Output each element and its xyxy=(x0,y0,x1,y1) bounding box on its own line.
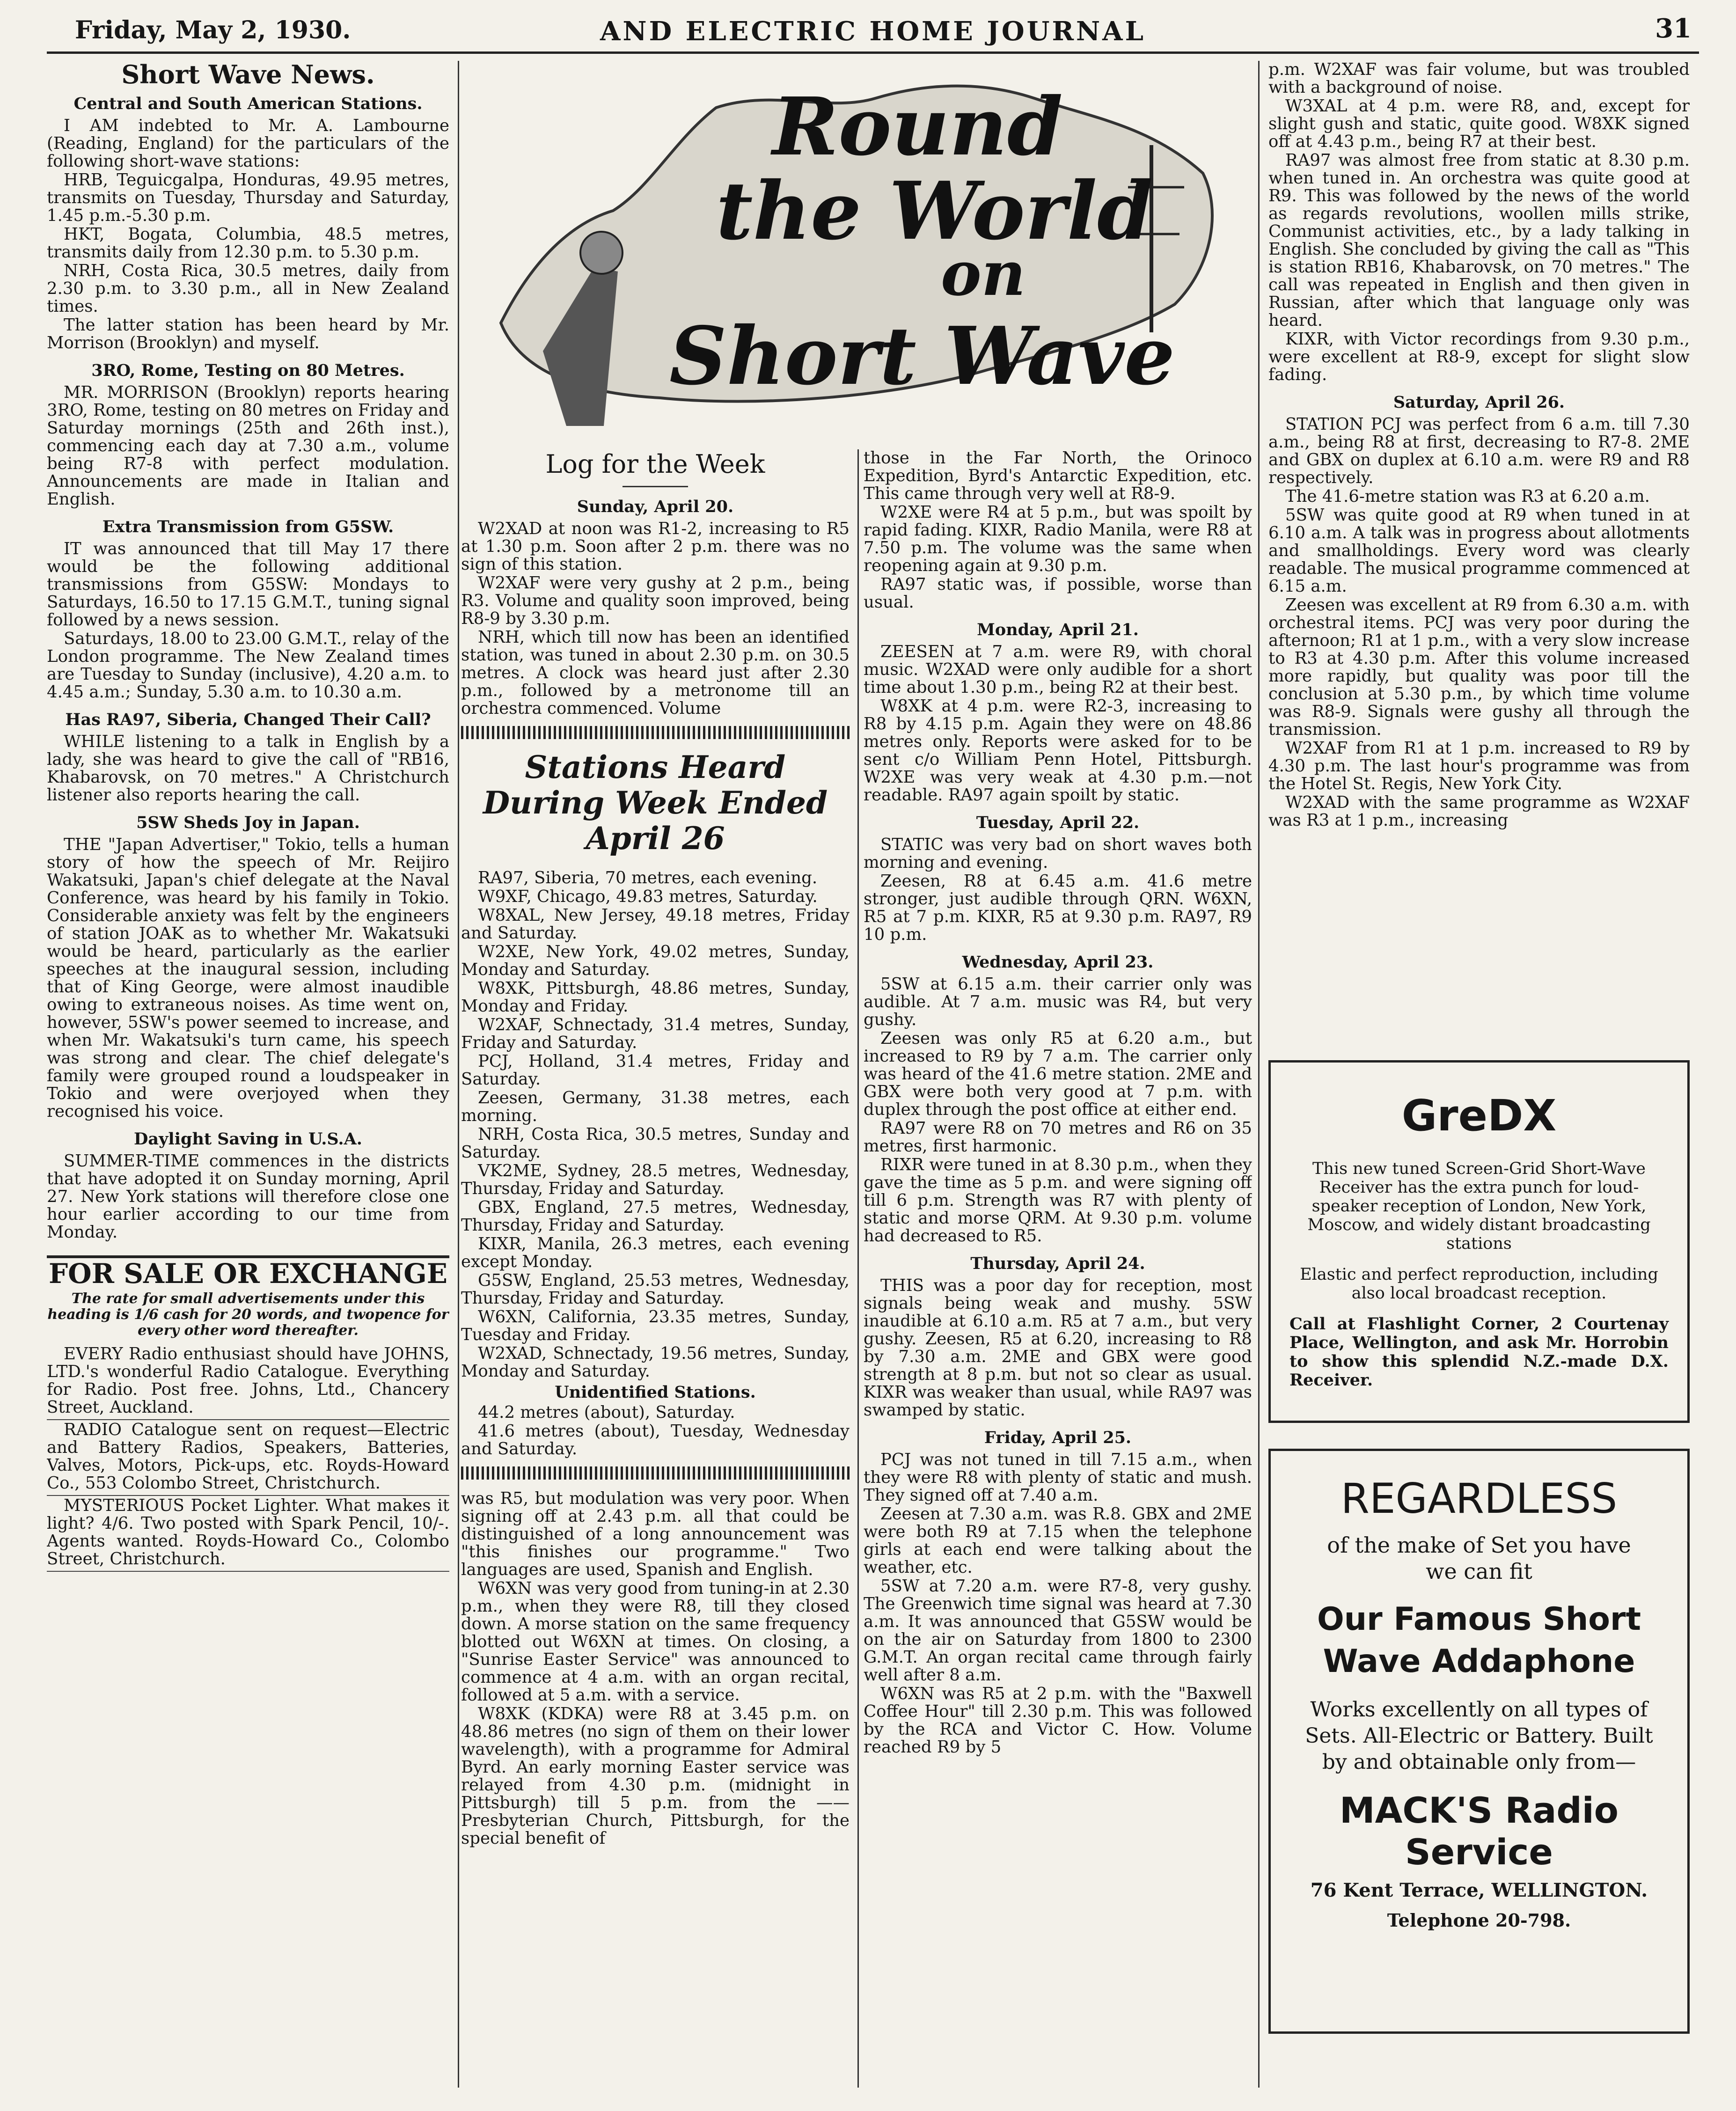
ad-product: Wave Addaphone xyxy=(1323,1643,1635,1680)
station-entry: W8XK, Pittsburgh, 48.86 metres, Sunday, Monday and Friday. xyxy=(461,979,850,1016)
station-entry: W2XAF, Schnectady, 31.4 metres, Sunday, Friday and Saturday. xyxy=(461,1015,850,1052)
subhead: Has RA97, Siberia, Changed Their Call? xyxy=(65,710,431,729)
paragraph: Zeesen at 7.30 a.m. was R.8. GBX and 2ME were both R9 at 7.15 when the telephone girls at each end were talking about the weather, etc. xyxy=(864,1504,1252,1577)
page-number: 31 xyxy=(1655,13,1692,44)
title-line-2: the World xyxy=(716,164,1153,258)
station-entry: W2XAD, Schnectady, 19.56 metres, Sunday, Monday and Saturday. xyxy=(461,1344,850,1381)
paragraph: NRH, Costa Rica, 30.5 metres, daily from 2.30 p.m. to 3.30 p.m., all in New Zealand times. xyxy=(47,261,449,316)
paragraph: MR. MORRISON (Brooklyn) reports hearing 3RO, Rome, testing on 80 metres on Friday and Saturday mornings (25th and 26th inst.), commencing each day at 7.30 a.m., volume being R7-8 with perfect modulation. Announcements are made in Italian and English. xyxy=(47,383,449,509)
stations-heard-title: Stations Heard During Week Ended April 26 xyxy=(483,749,828,857)
unidentified-list xyxy=(461,1404,850,1458)
subhead: Unidentified Stations. xyxy=(555,1383,756,1402)
subhead: Extra Transmission from G5SW. xyxy=(102,517,394,536)
ad-product: Our Famous Short xyxy=(1317,1601,1641,1638)
paragraph: PCJ was not tuned in till 7.15 a.m., when they were R8 with plenty of static and mush. They signed off at 7.40 a.m. xyxy=(864,1450,1252,1505)
ad-text: This new tuned Screen-Grid Short-Wave Receiver has the extra punch for loud-speaker reception of London, New York, Moscow, and widely distant broadcasting stations xyxy=(1307,1159,1651,1253)
title-line-1: Round xyxy=(772,80,1063,174)
station-entry: KIXR, Manila, 26.3 metres, each evening except Monday. xyxy=(461,1234,850,1271)
paragraph: RA97 was almost free from static at 8.30 p.m. when tuned in. An orchestra was quite good at R9. This was followed by the news of the world as regards revolutions, woollen mills strike, Communist activities, etc., by a lady talking in English. She concluded by giving the call as "This is station RB16, Khabarovsk, on 70 metres." The call was repeated in English and then given in Russian, after which that language only was heard. xyxy=(1268,151,1690,330)
column-rule xyxy=(458,61,459,2088)
station-entry: W2XE, New York, 49.02 metres, Sunday, Monday and Saturday. xyxy=(461,942,850,979)
unidentified-entry: 41.6 metres (about), Tuesday, Wednesday and Saturday. xyxy=(461,1422,850,1459)
unidentified-entry: 44.2 metres (about), Saturday. xyxy=(478,1403,735,1422)
day-heading: Monday, April 21. xyxy=(977,620,1139,639)
station-entry: W9XF, Chicago, 49.83 metres, Saturday. xyxy=(478,887,818,906)
paragraph: W8XK at 4 p.m. were R2-3, increasing to R8 by 4.15 p.m. Again they were on 48.86 metres only. Reports were asked for to be sent c/o William Penn Hotel, Pittsburgh. W2XE was very weak at 4.30 p.m.—not readable. RA97 again spoilt by static. xyxy=(864,696,1252,805)
classified-ad: EVERY Radio enthusiast should have JOHNS, LTD.'s wonderful Radio Catalogue. Everything for Radio. Post free. Johns, Ltd., Chancery Street, Auckland. xyxy=(47,1345,449,1420)
day-heading: Sunday, April 20. xyxy=(577,497,734,516)
paragraph: I AM indebted to Mr. A. Lambourne (Reading, England) for the particulars of the following short-wave stations: xyxy=(47,116,449,171)
paragraph: Saturdays, 18.00 to 23.00 G.M.T., relay of the London programme. The New Zealand times are Tuesday to Sunday (inclusive), 4.20 a.m. to 4.45 a.m.; Sunday, 5.30 a.m. to 10.30 a.m. xyxy=(47,629,449,702)
classified-ad: RADIO Catalogue sent on request—Electric and Battery Radios, Speakers, Batteries, Valves, Motors, Pick-ups, etc. Royds-Howard Co., 553 Colombo Street, Christchurch. xyxy=(47,1421,449,1496)
paragraph: STATIC was very bad on short waves both morning and evening. xyxy=(864,835,1252,872)
paragraph: THIS was a poor day for reception, most signals being weak and mushy. 5SW inaudible at 6.10 a.m. R5 at 7 a.m., but very gushy. Zeesen, R5 at 6.20, increasing to R8 by 7.30 a.m. 2ME and GBX were good strength at 8 p.m. but not so clear as usual. KIXR was weaker than usual, while RA97 was swamped by static. xyxy=(864,1276,1252,1420)
paragraph: WHILE listening to a talk in English by a lady, she was heard to give the call of "RB16, Khabarovsk, on 70 metres." A Christchurch listener also reports hearing the call. xyxy=(47,732,449,805)
paragraph: W6XN was very good from tuning-in at 2.30 p.m., when they were R8, till they closed down. A morse station on the same frequency blotted out W6XN at times. On closing, a "Sunrise Easter Service" was announced to commence at 4 a.m. with an organ recital, followed at 5 a.m. with a service. xyxy=(461,1579,850,1705)
paragraph: 5SW was quite good at R9 when tuned in at 6.10 a.m. A talk was in progress about allotments and smallholdings. Every word was clearly readable. The musical programme commenced at 6.15 a.m. xyxy=(1268,506,1690,596)
column-log-continued xyxy=(864,449,1252,2088)
day-heading: Wednesday, April 23. xyxy=(962,953,1154,972)
station-entry: NRH, Costa Rica, 30.5 metres, Sunday and Saturday. xyxy=(461,1125,850,1162)
paragraph: Zeesen, R8 at 6.45 a.m. 41.6 metre stronger, just audible through QRN. W6XN, R5 at 7 p.m. KIXR, R5 at 9.30 p.m. RA97, R9 10 p.m. xyxy=(864,872,1252,944)
column-log xyxy=(461,449,850,2088)
classified-heading: FOR SALE OR EXCHANGE xyxy=(47,1255,449,1283)
stations-list xyxy=(461,869,850,1380)
paragraph: p.m. W2XAF was fair volume, but was troubled with a background of noise. xyxy=(1268,61,1690,97)
subhead: 5SW Sheds Joy in Japan. xyxy=(136,813,360,832)
header-title: AND ELECTRIC HOME JOURNAL xyxy=(600,16,1146,47)
log-title: Log for the Week xyxy=(545,449,765,479)
station-entry: W8XAL, New Jersey, 49.18 metres, Friday and Saturday. xyxy=(461,906,850,943)
paragraph: Zeesen was excellent at R9 from 6.30 a.m. with orchestral items. PCJ was very poor during the afternoon; R1 at 1 p.m., with a very slow increase to R3 at 4.30 p.m. After this volume increased more rapidly, but quality was poor till the conclusion at 5.30 p.m., by which time volume was R8-9. Signals were gushy all through the transmission. xyxy=(1268,595,1690,739)
title-line-3: on xyxy=(941,238,1026,309)
ad-text: Elastic and perfect reproduction, including also local broadcast reception. xyxy=(1300,1265,1658,1303)
paragraph: SUMMER-TIME commences in the districts that have adopted it on Sunday morning, April 27. New York stations will therefore close one hour earlier according to our time from Monday. xyxy=(47,1151,449,1242)
ad-address: 76 Kent Terrace, WELLINGTON. xyxy=(1310,1879,1648,1901)
ornamental-divider xyxy=(461,1466,850,1480)
subhead: Central and South American Stations. xyxy=(73,94,423,113)
paragraph: Zeesen was only R5 at 6.20 a.m., but increased to R9 by 7 a.m. The carrier only was heard of the 41.6 metre station. 2ME and GBX were both very good at 7 p.m. with duplex through the post office at either end. xyxy=(864,1029,1252,1119)
paragraph: KIXR, with Victor recordings from 9.30 p.m., were excellent at R8-9, except for slight slow fading. xyxy=(1268,330,1690,384)
station-entry: W6XN, California, 23.35 metres, Sunday, Tuesday and Friday. xyxy=(461,1307,850,1344)
page-header xyxy=(47,9,1699,54)
section-title: Short Wave News. xyxy=(121,61,375,89)
paragraph: ZEESEN at 7 a.m. were R9, with choral music. W2XAD were only audible for a short time about 1.30 p.m., being R2 at their best. xyxy=(864,642,1252,697)
paragraph: RA97 static was, if possible, worse than usual. xyxy=(864,575,1252,612)
paragraph: W2XE were R4 at 5 p.m., but was spoilt by rapid fading. KIXR, Radio Manila, were R8 at 7.50 p.m. The volume was the same when reopening again at 9.30 p.m. xyxy=(864,503,1252,575)
column-rule xyxy=(857,449,859,2088)
paragraph: 5SW at 6.15 a.m. their carrier only was audible. At 7 a.m. music was R4, but very gushy. xyxy=(864,975,1252,1029)
paragraph: HRB, Teguicgalpa, Honduras, 49.95 metres, transmits on Tuesday, Thursday and Saturday, 1.45 p.m.-5.30 p.m. xyxy=(47,170,449,225)
paragraph: NRH, which till now has been an identified station, was tuned in about 2.30 p.m. on 30.5 metres. A clock was heard just after 2.30 p.m., followed by a metronome till an orchestra commenced. Volume xyxy=(461,628,850,718)
paragraph: W2XAF from R1 at 1 p.m. increased to R9 by 4.30 p.m. The last hour's programme was from the Hotel St. Regis, New York City. xyxy=(1268,739,1690,793)
day-heading: Thursday, April 24. xyxy=(970,1254,1145,1273)
ad-text: Works excellently on all types of Sets. All-Electric or Battery. Built by and obtainable only from— xyxy=(1305,1698,1653,1774)
classified-rates: The rate for small advertisements under this heading is 1/6 cash for 20 words, and twopence for every other word thereafter. xyxy=(47,1290,449,1339)
station-entry: VK2ME, Sydney, 28.5 metres, Wednesday, Thursday, Friday and Saturday. xyxy=(461,1161,850,1198)
ad-headline: REGARDLESS xyxy=(1340,1474,1618,1523)
day-heading: Tuesday, April 22. xyxy=(976,813,1140,832)
paragraph: 5SW at 7.20 a.m. were R7-8, very gushy. The Greenwich time signal was heard at 7.30 a.m. It was announced that G5SW would be on the air on Saturday from 1800 to 2300 G.M.T. An organ recital came through fairly well after 8 a.m. xyxy=(864,1576,1252,1685)
title-line-4: Short Wave xyxy=(669,309,1175,403)
paragraph: was R5, but modulation was very poor. When signing off at 2.43 p.m. all that could be distinguished of a long announcement was "this finishes our programme." Two languages are used, Spanish and English. xyxy=(461,1489,850,1579)
station-entry: GBX, England, 27.5 metres, Wednesday, Thursday, Friday and Saturday. xyxy=(461,1198,850,1235)
listener-head xyxy=(580,232,623,274)
day-heading: Friday, April 25. xyxy=(984,1428,1132,1447)
paragraph: W8XK (KDKA) were R8 at 3.45 p.m. on 48.86 metres (no sign of them on their lower wavelength), with a programme for Admiral Byrd. An early morning Easter service was relayed from 4.30 p.m. (midnight in Pittsburgh) till 5 p.m. from the —— Presbyterian Church, Pittsburgh, for the special benefit of xyxy=(461,1704,850,1848)
paragraph: RIXR were tuned in at 8.30 p.m., when they gave the time as 5 p.m. and were signing off till 6 p.m. Strength was R7 with plenty of static and morse QRM. At 9.30 p.m. volume had decreased to R5. xyxy=(864,1155,1252,1246)
addaphone-advertisement xyxy=(1268,1449,1690,2034)
station-entry: RA97, Siberia, 70 metres, each evening. xyxy=(478,868,818,887)
subhead: Daylight Saving in U.S.A. xyxy=(134,1129,362,1149)
paragraph: W6XN was R5 at 2 p.m. with the "Baxwell Coffee Hour" till 2.30 p.m. This was followed by the RCA and Victor C. How. Volume reached R9 by 5 xyxy=(864,1684,1252,1757)
subhead: 3RO, Rome, Testing on 80 Metres. xyxy=(91,361,405,380)
round-the-world-illustration xyxy=(473,70,1240,435)
station-entry: G5SW, England, 25.53 metres, Wednesday, Thursday, Friday and Saturday. xyxy=(461,1271,850,1308)
paragraph: HKT, Bogata, Columbia, 48.5 metres, transmits daily from 12.30 p.m. to 5.30 p.m. xyxy=(47,225,449,262)
paragraph: IT was announced that till May 17 there would be the following additional transmissions from G5SW: Mondays to Saturdays, 16.50 to 17.15 G.M.T., tuning signal followed by a news session. xyxy=(47,539,449,630)
paragraph: STATION PCJ was perfect from 6 a.m. till 7.30 a.m., being R8 at first, decreasing to R7-8. 2ME and GBX on duplex at 6.10 a.m. were R9 and R8 respectively. xyxy=(1268,415,1690,487)
paragraph: The latter station has been heard by Mr. Morrison (Brooklyn) and myself. xyxy=(47,315,449,352)
ad-telephone: Telephone 20-798. xyxy=(1387,1910,1571,1931)
column-short-wave-news xyxy=(47,61,449,2088)
paragraph: W2XAD at noon was R1-2, increasing to R5 at 1.30 p.m. Soon after 2 p.m. there was no sign of this station. xyxy=(461,519,850,574)
classified-ad: MYSTERIOUS Pocket Lighter. What makes it light? 4/6. Two posted with Spark Pencil, 10/-. Agents wanted. Royds-Howard Co., Colombo Street, Christchurch. xyxy=(47,1497,449,1572)
ad-dealer: MACK'S Radio Service xyxy=(1339,1789,1619,1873)
station-entry: Zeesen, Germany, 31.38 metres, each morning. xyxy=(461,1088,850,1125)
paragraph: those in the Far North, the Orinoco Expedition, Byrd's Antarctic Expedition, etc. This came through very well at R8-9. xyxy=(864,449,1252,503)
column-rule xyxy=(1258,61,1260,2088)
column-log-end xyxy=(1268,61,1690,1044)
header-date: Friday, May 2, 1930. xyxy=(75,16,351,44)
gredx-advertisement xyxy=(1268,1060,1690,1423)
station-entry: PCJ, Holland, 31.4 metres, Friday and Saturday. xyxy=(461,1052,850,1089)
paragraph: The 41.6-metre station was R3 at 6.20 a.m. xyxy=(1285,487,1650,506)
ad-line: we can fit xyxy=(1426,1559,1532,1584)
paragraph: W2XAF were very gushy at 2 p.m., being R3. Volume and quality soon improved, being R8-9 by 3.30 p.m. xyxy=(461,573,850,628)
ad-call: Call at Flashlight Corner, 2 Courtenay Place, Wellington, and ask Mr. Horrobin to show this splendid N.Z.-made D.X. Receiver. xyxy=(1289,1314,1669,1390)
ad-brand: GreDX xyxy=(1401,1091,1557,1141)
paragraph: W3XAL at 4 p.m. were R8, and, except for slight gush and static, quite good. W8XK signed off at 4.43 p.m., being R7 at their best. xyxy=(1268,96,1690,151)
ad-line: of the make of Set you have xyxy=(1327,1532,1631,1558)
paragraph: W2XAD with the same programme as W2XAF was R3 at 1 p.m., increasing xyxy=(1268,793,1690,830)
ornamental-divider xyxy=(461,726,850,739)
paragraph: THE "Japan Advertiser," Tokio, tells a human story of how the speech of Mr. Reijiro Wakatsuki, Japan's chief delegate at the Naval Conference, was heard by his family in Tokio. Considerable anxiety was felt by the engineers of station JOAK as to whether Mr. Wakatsuki would be heard, particularly as the earlier speeches at the inaugural session, including that of King George, were almost inaudible owing to extraneous noises. As time went on, however, 5SW's power seemed to increase, and when Mr. Wakatsuki's turn came, his speech was strong and clear. The chief delegate's family were grouped round a loudspeaker in Tokio and were overjoyed when they recognised his voice. xyxy=(47,835,449,1121)
paragraph: RA97 were R8 on 70 metres and R6 on 35 metres, first harmonic. xyxy=(864,1119,1252,1156)
day-heading: Saturday, April 26. xyxy=(1393,393,1565,412)
short-rule xyxy=(623,486,688,487)
